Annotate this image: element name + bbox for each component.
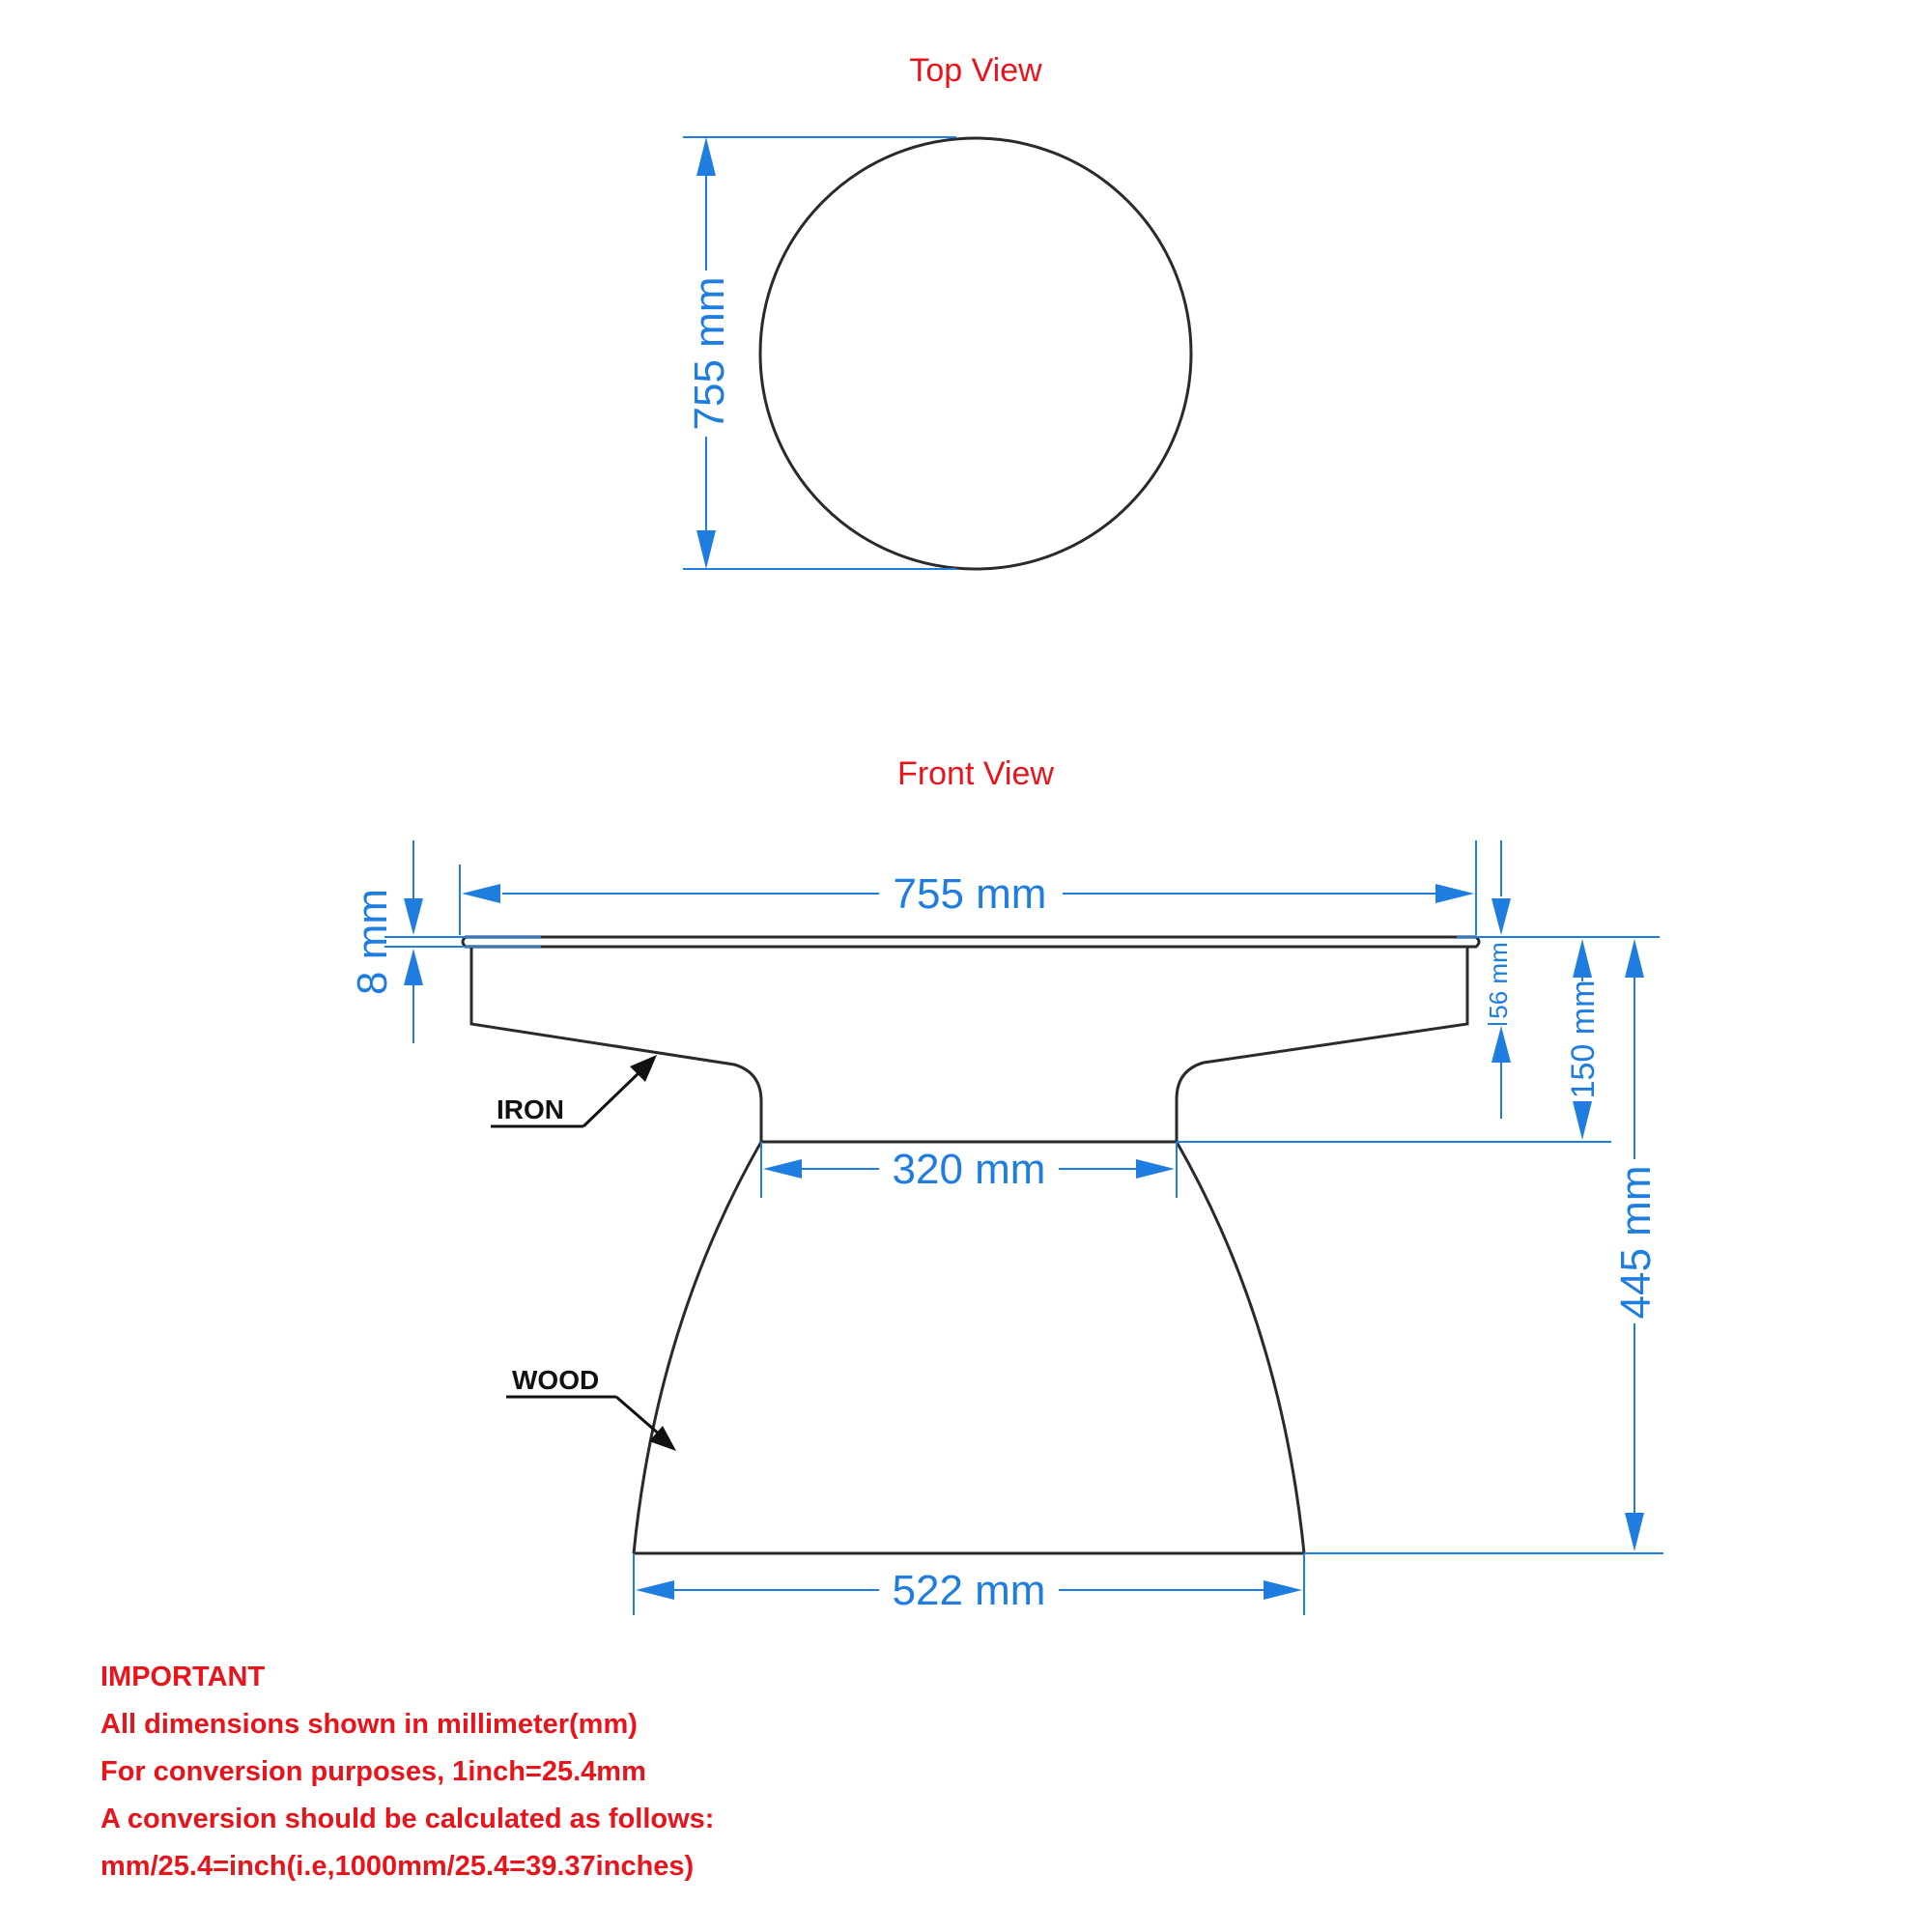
notes-heading: IMPORTANT <box>100 1662 266 1692</box>
wood-label: WOOD <box>512 1365 600 1395</box>
top-view-diameter-label: 755 mm <box>686 276 733 431</box>
top-view-arrow-down <box>696 530 716 569</box>
iron-leader-line <box>583 1072 639 1126</box>
neck-arrow-right <box>1136 1159 1175 1179</box>
thickness-label: 8 mm <box>349 889 396 995</box>
section-height-label: 150 mm <box>1565 980 1602 1099</box>
notes-line: mm/25.4=inch(i.e,1000mm/25.4=39.37inches) <box>100 1851 695 1882</box>
top-view <box>683 52 1191 569</box>
important-notes <box>100 1654 1260 1890</box>
tabletop-circle <box>760 138 1191 569</box>
top-view-title: Top View <box>909 52 1042 89</box>
base-width-label: 522 mm <box>892 1567 1046 1614</box>
total-arrow-up <box>1625 939 1644 978</box>
front-view <box>349 755 1663 1615</box>
section-arrow-up <box>1573 939 1592 978</box>
width-arrow-right <box>1435 884 1474 903</box>
top-view-arrow-up <box>696 137 716 176</box>
notes-line: A conversion should be calculated as follows: <box>100 1804 715 1834</box>
table-top-plate <box>463 937 1479 947</box>
thickness-arrow-up <box>404 949 423 985</box>
total-height-label: 445 mm <box>1612 1165 1660 1320</box>
section-arrow-down <box>1573 1101 1592 1140</box>
width-arrow-left <box>462 884 500 903</box>
wood-base-left <box>634 1142 761 1553</box>
wood-leader-line <box>616 1397 661 1435</box>
thickness-arrow-down <box>404 898 423 935</box>
notes-line: For conversion purposes, 1inch=25.4mm <box>100 1756 646 1787</box>
notes-line: All dimensions shown in millimeter(mm) <box>100 1709 638 1740</box>
rim-height-label: 56 mm <box>1484 942 1513 1019</box>
front-view-title: Front View <box>897 755 1054 792</box>
iron-label: IRON <box>497 1094 564 1124</box>
base-arrow-left <box>636 1580 674 1600</box>
total-arrow-down <box>1625 1513 1644 1551</box>
neck-arrow-left <box>763 1159 802 1179</box>
wood-base-right <box>1177 1142 1304 1553</box>
rim-arrow-up <box>1492 1026 1511 1063</box>
width-label: 755 mm <box>893 870 1047 918</box>
base-arrow-right <box>1264 1580 1302 1600</box>
rim-arrow-down <box>1492 898 1511 935</box>
iron-cap-right <box>1177 947 1467 1142</box>
neck-width-label: 320 mm <box>892 1146 1046 1193</box>
